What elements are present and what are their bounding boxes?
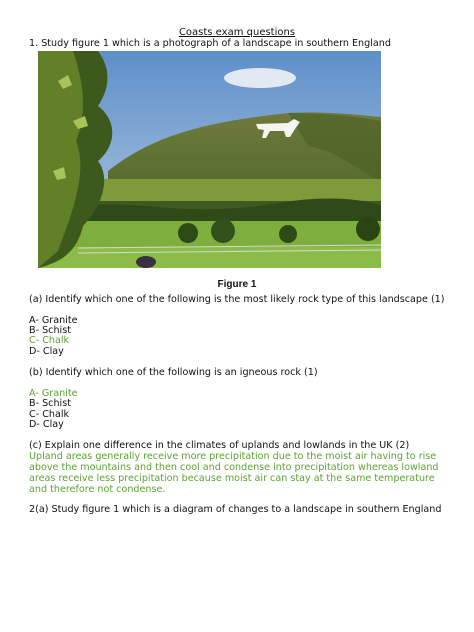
q1b-option-a-answer: A- Granite: [29, 388, 78, 399]
q1c-answer-line: Upland areas generally receive more precipitation due to the moist air having to rise: [29, 451, 437, 462]
document-title: Coasts exam questions: [178, 27, 296, 38]
q1c-answer-line: areas receive less precipitation because moist air can stay at the same temperature: [29, 473, 435, 484]
question-2a: 2(a) Study figure 1 which is a diagram of changes to a landscape in southern England: [29, 504, 442, 515]
q1b-option-b: B- Schist: [29, 398, 71, 409]
q1c-answer-line: above the mountains and then cool and condense into precipitation whereas lowland: [29, 462, 439, 473]
q1b-option-d: D- Clay: [29, 419, 64, 430]
q1a-option-d: D- Clay: [29, 346, 64, 357]
question-1b: (b) Identify which one of the following is an igneous rock (1): [29, 367, 318, 378]
question-1c: (c) Explain one difference in the climates of uplands and lowlands in the UK (2): [29, 440, 410, 451]
q1c-answer: [29, 451, 449, 495]
q1a-option-b: B- Schist: [29, 325, 71, 336]
q1a-option-a: A- Granite: [29, 315, 78, 326]
figure-1-photo: [38, 51, 381, 268]
q1b-option-c: C- Chalk: [29, 409, 70, 420]
figure-caption: Figure 1: [217, 279, 257, 290]
question-1a: (a) Identify which one of the following is the most likely rock type of this landscape (1): [29, 294, 445, 305]
q1a-option-c-answer: C- Chalk: [29, 335, 70, 346]
question-1-intro: 1. Study figure 1 which is a photograph of a landscape in southern England: [29, 38, 391, 49]
q1c-answer-line: and therefore not condense.: [29, 484, 166, 495]
